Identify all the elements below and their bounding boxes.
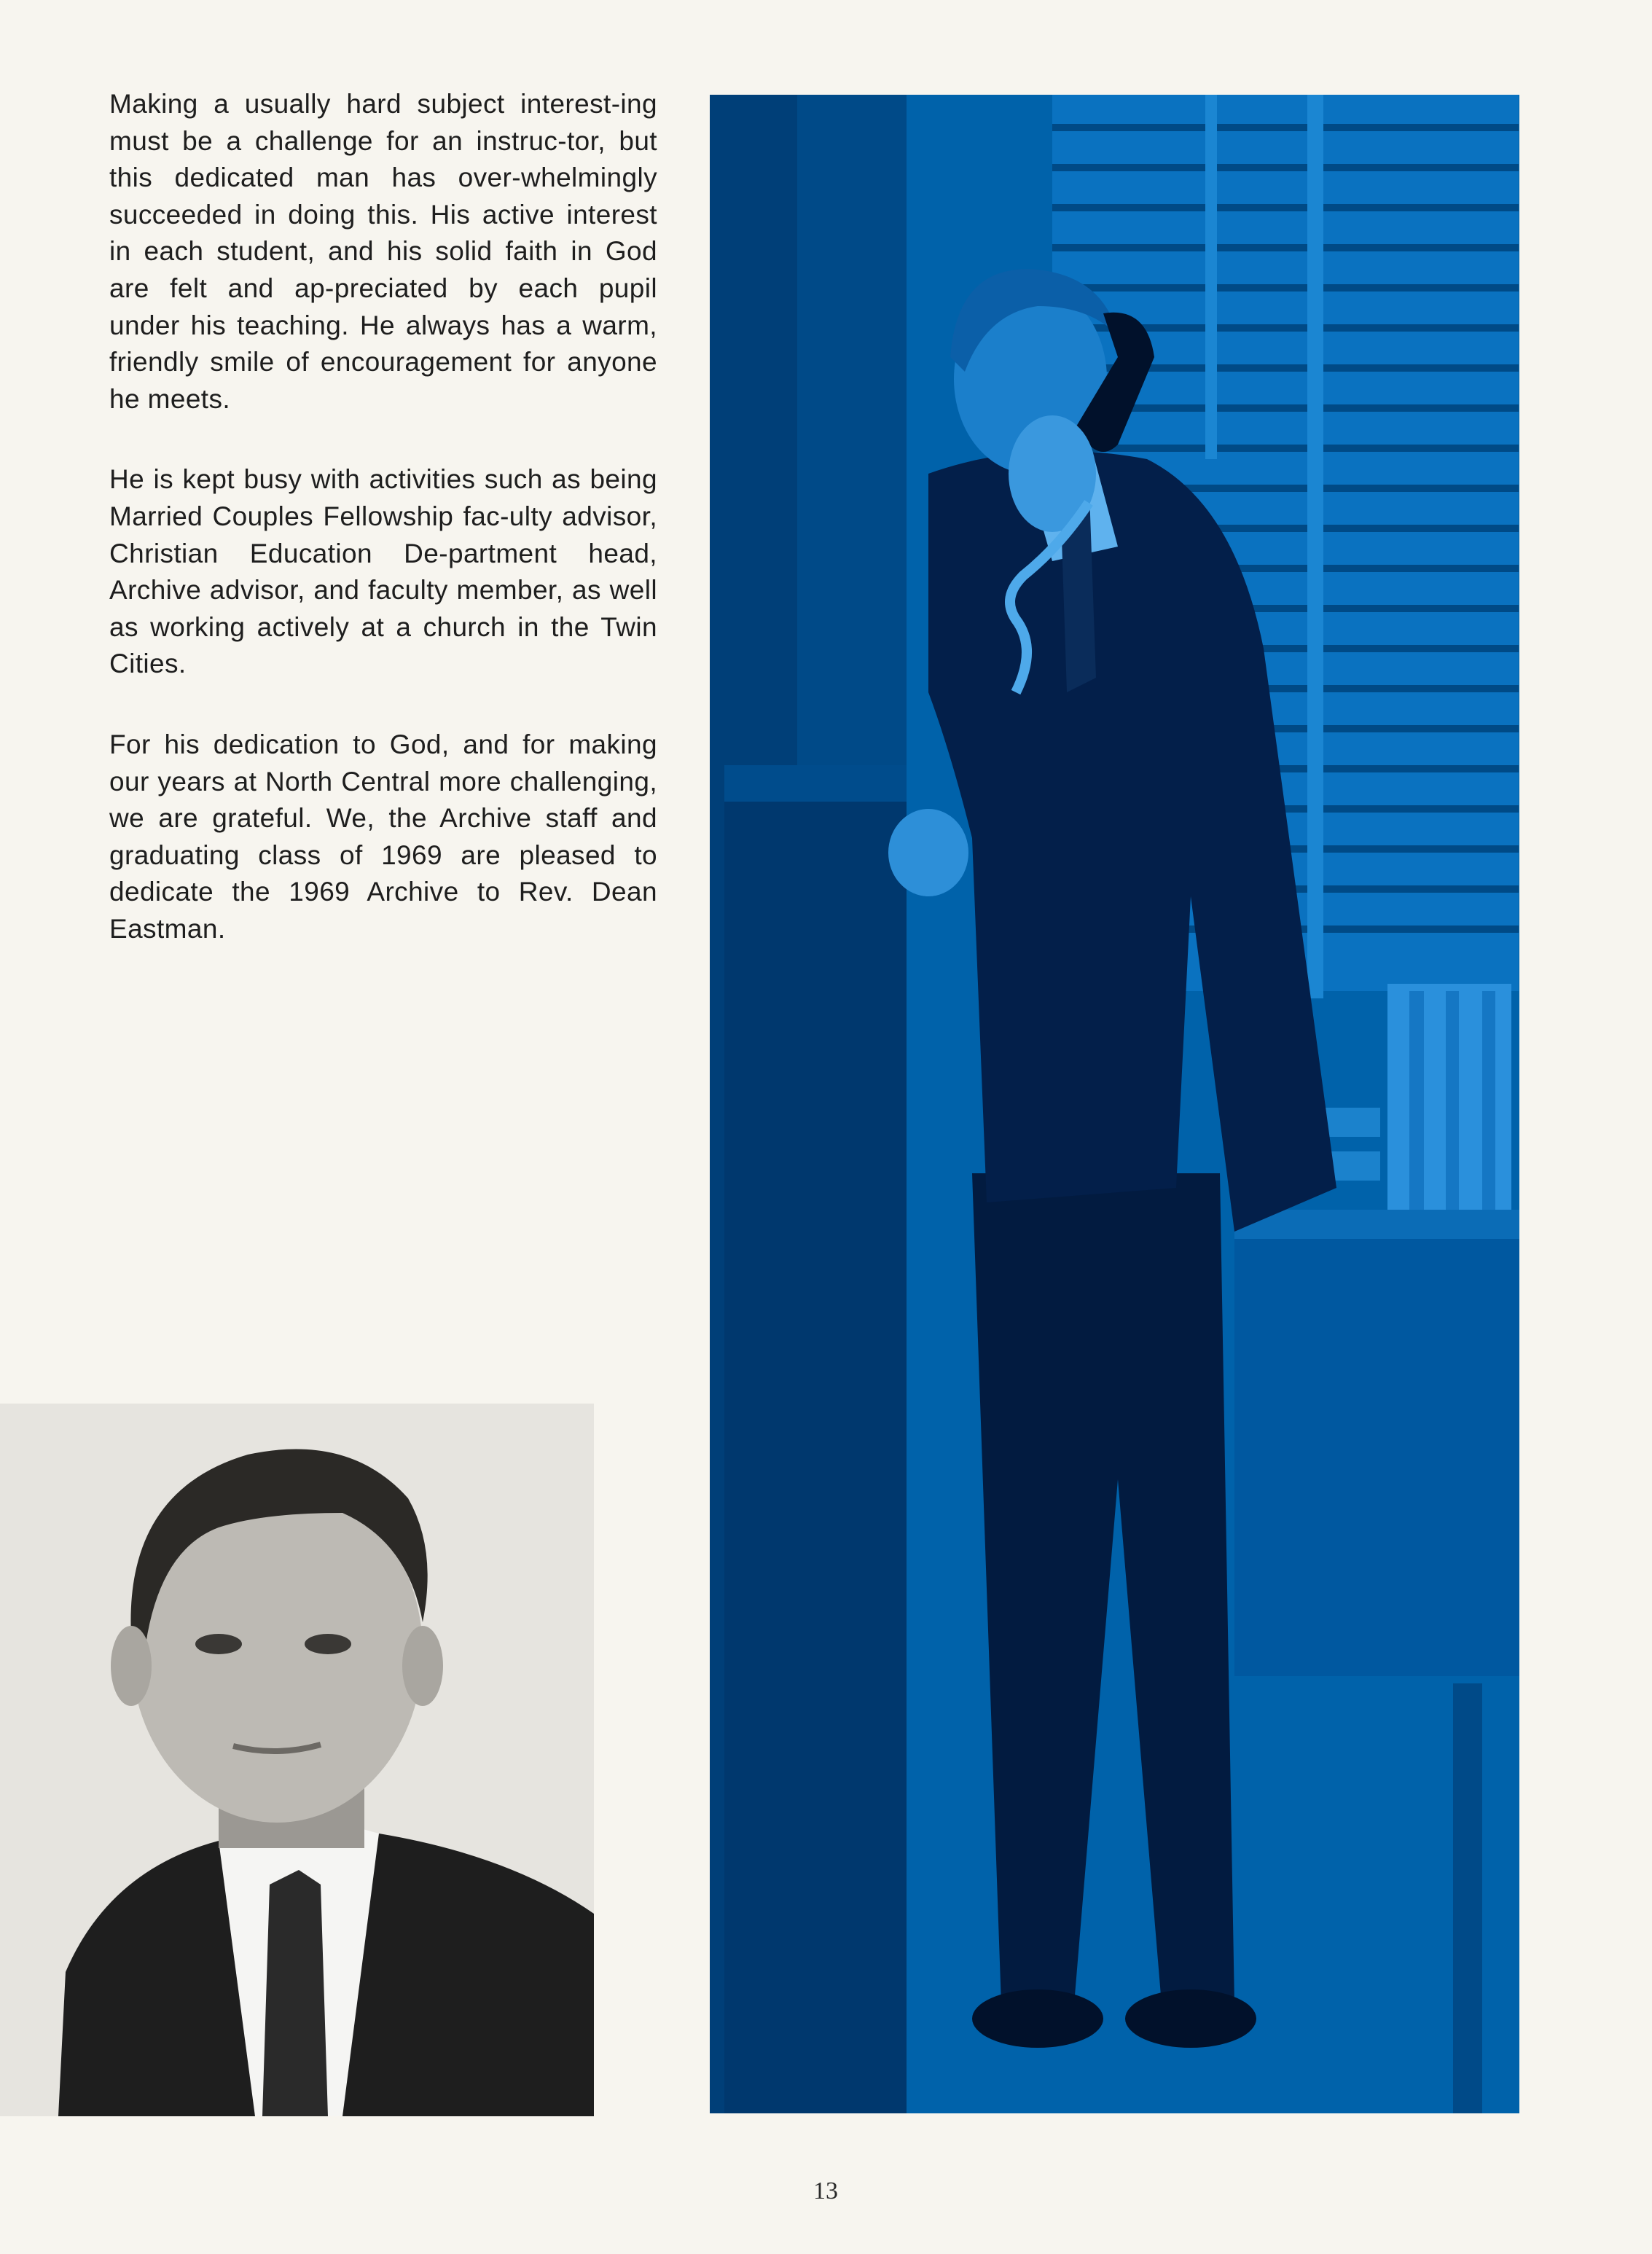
page-number: 13 [813, 2177, 838, 2204]
dedication-paragraph-1: Making a usually hard subject interest-ing must be a challenge for an instruc-tor, but this dedicated man has over-whelmingly succeeded in doing this. His active interest in each student, and his solid faith in God are felt and ap-preciated by each pupil under his teaching. He always has a warm, friendly smile of encouragement for anyone he meets. [109, 89, 657, 414]
portrait-illustration [0, 1404, 594, 2116]
photo-man-on-telephone-illustration [710, 95, 1519, 2113]
dedication-paragraph-3: For his dedication to God, and for making our years at North Central more challenging, we are grateful. We, the Archive staff and graduating class of 1969 are pleased to dedicate the 1969 Archive to Rev. Dean Eastman. [109, 729, 657, 944]
dedication-text [109, 86, 657, 991]
photo-man-on-telephone [710, 95, 1519, 2113]
dedication-paragraph-2: He is kept busy with activities such as being Married Couples Fellowship fac-ulty advisor, Christian Education De-partment head, Archive advisor, and faculty member, as well as working actively at a church in the Twin Cities. [109, 464, 657, 679]
portrait-photo [0, 1404, 594, 2116]
